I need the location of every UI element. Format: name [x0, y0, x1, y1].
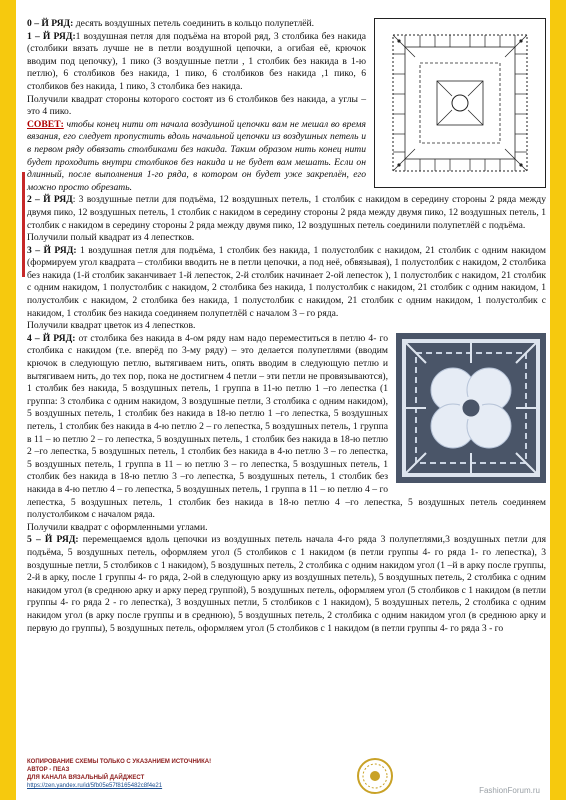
row-1-result: Получили квадрат стороны которого состоят из 6 столбиков без накида, а углы – это 4 пико.	[27, 93, 366, 118]
document-page	[27, 18, 546, 798]
site-watermark: FashionForum.ru	[479, 786, 540, 795]
crochet-motif-photo	[396, 333, 546, 483]
tip-label: СОВЕТ:	[27, 118, 64, 130]
page-left-border	[0, 0, 16, 800]
copyright-footer	[27, 758, 327, 790]
row-3-result: Получили квадрат цветок из 4 лепестков.	[27, 320, 196, 332]
row-4-title: 4 – Й РЯД:	[27, 332, 76, 344]
author-seal-icon	[355, 756, 395, 796]
row-4-text: от столбика без накида в 4-ом ряду нам надо переместиться в петлю 4- го столбика с накидом (т.е. вперёд по 3-му ряду) – это делается полупетлями (вводим крючок в следующую петлю, вытягиваем нить, опять вводим в следующую петлю и вытягиваем нить, до тех пор, пока не достигнем 4 петли – эти петли не провязываются), 1 столбик без накида, 5 воздушных петель, 1 группа в 11-ю петлю 1 –го лепестка (1 группа: 3 столбика с одним накидом, 3 воздушные петли, 3 столбика с одним накидом), 5 воздушных петель, 1 столбик без накида в 18-ю петлю 1 –го лепестка, 5 воздушных петель, 1 столбик без накида в 4-ю петлю 2 – го лепестка, 5 воздушных петель, 1 группа в 11 – ю петлю 2 – го лепестка, 5 воздушных петель, 1 столбик без накида в 18-ю петлю 2 –го лепестка, 5 воздушных петель, 1 столбик без накида в 4-ю петлю 3 – го лепестка, 5 воздушных петель, 1 группа в 11 – ю петлю 3 – го лепестка, 5 воздушных петель, 1 столбик без накида в 18-ю петлю 3 –го лепестка, 5 воздушных петель, 1 столбик без накида в 4-ю петлю 4 – го лепестка, 5 воздушных петель, 1 группа в 11 – ю петлю 4 – го лепестка, 5 воздушных петель, 1 столбик без накида в 18-ю петлю 4 –го лепестка, 5 воздушных петель соединяем полустолбиком с началом ряда.	[27, 332, 546, 521]
row-1-title: 1 – Й РЯД:	[27, 30, 76, 42]
row-2-result: Получили полый квадрат из 4 лепестков.	[27, 232, 195, 244]
row-5-paragraph	[27, 534, 546, 635]
crochet-chart-diagram	[375, 19, 545, 187]
row-2-paragraph	[27, 194, 546, 232]
row-3-text: 1 воздушная петля для подъёма, 1 столбик без накида, 1 полустолбик с накидом, 21 столбик с одним накидом (формируем угол квадрата – столбики вводить не в петли цепочки, а под неё, обвязывая), 1 полустолбик с накидом, 2 столбика без накида (1-й столбик заканчивает 1-й лепесток, 2-й столбик начинает 2-ой лепесток ), 1 полустолбик с накидом, 21 столбик с одним накидом, 1 полустолбик с накидом, 2 столбика без накида, 1 полустолбик с накидом, 21 столбик с одним накидом, 1 полустолбик с накидом, 2 столбика без накида, 1 полустолбик с накидом, 21 столбик с одним накидом, 1 полустолбик с накидом, 1 столбик без накида соединяем полупетлёй с началом 3 – го ряда.	[27, 244, 546, 319]
row-2-title: 2 – Й РЯД	[27, 194, 73, 206]
tip-marker-bar	[22, 172, 25, 277]
footer-channel: ДЛЯ КАНАЛА ВЯЗАЛЬНЫЙ ДАЙДЖЕСТ	[27, 775, 145, 781]
footer-source-link[interactable]: https://zen.yandex.ru/id/5fb05e57f8165482c8f4e21	[27, 783, 163, 789]
row-5-text: перемещаемся вдоль цепочки из воздушных петель начала 4-го ряда 3 полупетлями,3 воздушных петли для подъёма, 5 воздушных петель, оформляем угол (5 столбиков с 1 накидом (в петли группы 4- го ряда 1- го лепестка), 3 воздушные петли, 5 столбиков с 1 накидом), 5 воздушных петель, 2 столбика с одним накидом угол (1 –й в арку после группы, 2-й в арку, после 1 группы 4- го ряда, 2-ой в следующую арку из воздушных петель), 5 воздушных петель, 2 столбика с одним накидом угол (в среднюю арку и арку перед группой), 5 воздушных петель, оформляем угол (5 столбиков с 1 накидом (в петли группы 4- го ряда 2 - го лепестка), 3 воздушных петли, 5 столбиков с 1 накидом), 5 воздушных петель, 2 столбика с одним накидом угол (в арку после группы и в среднюю), 5 воздушных петель, 2 столбика с одним накидом угол (в среднюю арку и первую до группы), 5 воздушных петель, оформляем угол (5 столбиков с 1 накидом (в петли группы 4- го ряда 3 - го	[27, 534, 546, 634]
row-4-result: Получили квадрат с оформленными углами.	[27, 521, 208, 533]
row-0-text: десять воздушных петель соединить в кольцо полупетлёй.	[73, 18, 315, 29]
row-3-title: 3 – Й РЯД:	[27, 244, 77, 256]
row-5-title: 5 – Й РЯД:	[27, 534, 79, 546]
row-0-title: 0 – Й РЯД:	[27, 18, 74, 29]
page-right-border	[550, 0, 566, 800]
crochet-motif-image	[396, 333, 546, 483]
footer-copy-notice: КОПИРОВАНИЕ СХЕМЫ ТОЛЬКО С УКАЗАНИЕМ ИСТОЧНИКА!	[27, 759, 212, 765]
row-2-text: : 3 воздушные петли для подъёма, 12 воздушных петель, 1 столбик с накидом в середину стороны 2 ряда между двумя пико, 12 воздушных петель, 1 столбик с накидом в середину стороны 2 ряда между двумя пико, 12 воздушных петель, 1 столбик с накидом в середину стороны 2 ряда между двумя пико, 12 воздушных петель соединили полупетлёй с подъёма.	[27, 194, 546, 231]
tip-text: чтобы конец нити от начала воздушной цепочки вам не мешал во время вязания, его следует пропустить вдоль начальной цепочки из воздушных петель и в первом ряду обвязать столбиками без накида. Таким образом нить конец нити будет проходить внутри столбиков без накида и не будет вам мешать. Если он длинный, после выполнения 1-го ряда, в котором он будет уже закреплён, его можно просто обрезать.	[27, 118, 366, 193]
row-1-text: 1 воздушная петля для подъёма на второй ряд, 3 столбика без накида (столбики вязать лучше не в петли воздушной цепочки, а огибая её, крючок вводим под цепочку), 1 пико (3 воздушные петли , 1 столбик без накида в 1-ю петлю), 6 столбиков без накида, 1 пико, 6 столбиков без накида ,1 пико, 6 столбиков без накида, 1 пико, 3 столбика без накида.	[27, 30, 367, 92]
footer-author: АВТОР - ПЕАЗ	[27, 767, 70, 773]
row-3-paragraph	[27, 245, 546, 321]
crochet-chart-figure	[374, 18, 546, 188]
